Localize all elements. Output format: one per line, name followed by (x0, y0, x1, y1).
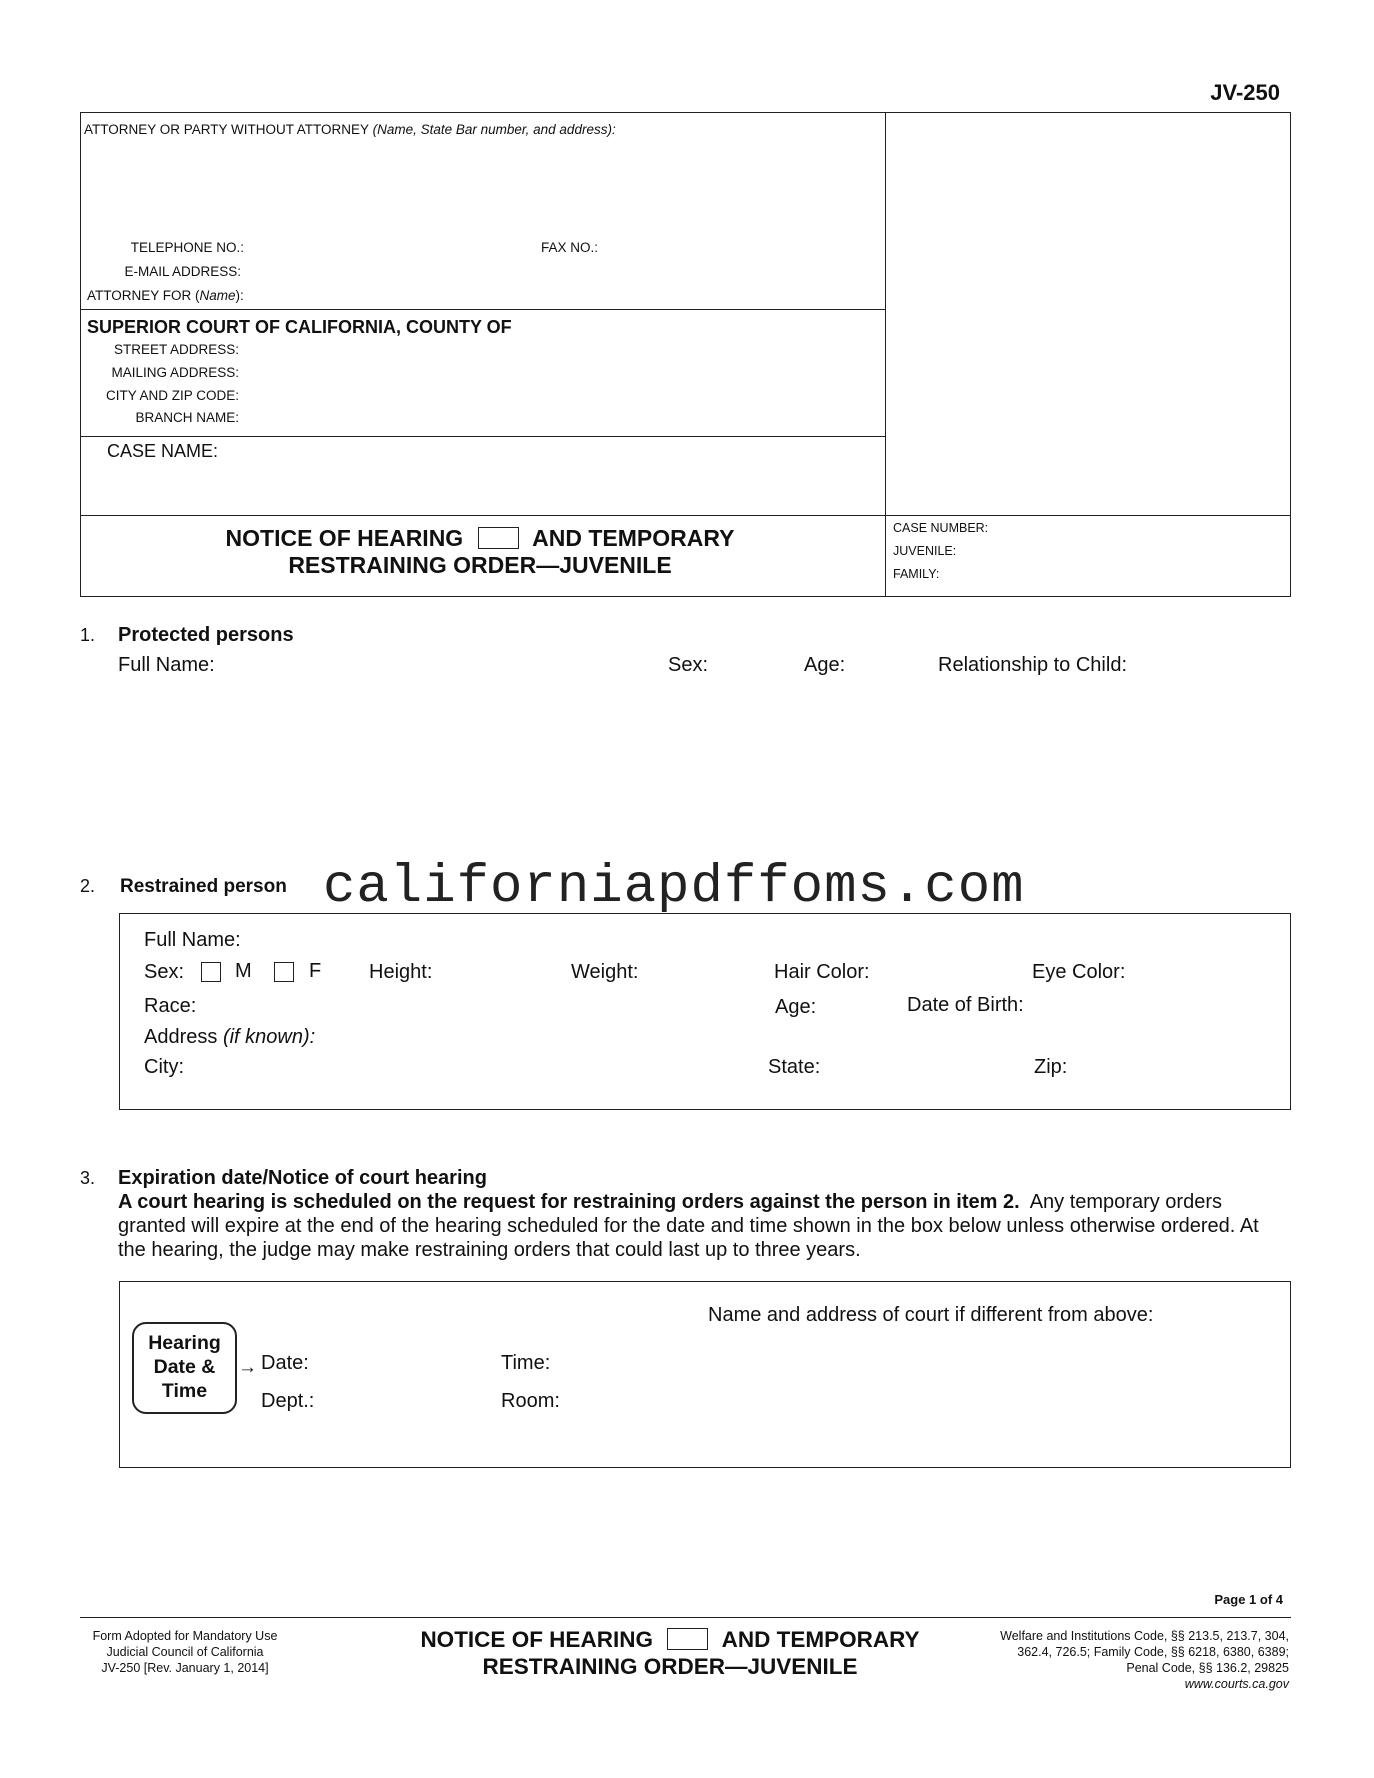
mailing-label: MAILING ADDRESS: (111, 365, 239, 380)
footer-right: Welfare and Institutions Code, §§ 213.5, 213.7, 304, 362.4, 726.5; Family Code, §§ 6218, 6380, 6389; Penal Code, §§ 136.2, 29825 www.courts.ca.gov (920, 1628, 1289, 1692)
sex-f-checkbox[interactable] (274, 962, 294, 982)
footer-title-checkbox (667, 1628, 708, 1650)
telephone-label: TELEPHONE NO.: (130, 240, 244, 255)
juvenile-label: JUVENILE: (893, 544, 957, 558)
col-sex: Sex: (668, 654, 709, 676)
section3-number: 3. (80, 1168, 96, 1188)
attorney-for-label: ATTORNEY FOR (Name): (87, 288, 244, 303)
case-name-label: CASE NAME: (107, 441, 219, 461)
city-label: City: (144, 1056, 184, 1078)
section3-line1: A court hearing is scheduled on the request for restraining orders against the person in item 2. Any temporary orders (118, 1191, 1222, 1213)
sex-f-label: F (309, 960, 322, 982)
hearing-time-label: Time: (501, 1352, 551, 1374)
street-label: STREET ADDRESS: (113, 342, 239, 357)
title-checkbox[interactable] (478, 527, 519, 549)
hearing-date-time-badge: Hearing Date & Time (132, 1322, 237, 1414)
restrained-full-name: Full Name: (144, 929, 241, 951)
zip-label: Zip: (1034, 1056, 1068, 1078)
section3-line2: granted will expire at the end of the hearing scheduled for the date and time shown in the box below unless otherwise ordered. At (118, 1215, 1259, 1237)
eye-color-label: Eye Color: (1032, 961, 1126, 983)
attorney-label: ATTORNEY OR PARTY WITHOUT ATTORNEY (Name, State Bar number, and address): (84, 122, 616, 137)
fax-label: FAX NO.: (541, 240, 599, 255)
hearing-room-label: Room: (501, 1390, 560, 1412)
court-title: SUPERIOR COURT OF CALIFORNIA, COUNTY OF (87, 317, 512, 337)
section1-number: 1. (80, 625, 96, 645)
section2-number: 2. (80, 876, 96, 896)
restrained-age-label: Age: (775, 996, 817, 1018)
height-label: Height: (369, 961, 433, 983)
restrained-person-box (119, 913, 1291, 1110)
watermark: californiapdffoms.com (323, 857, 1025, 918)
arrow-right-icon: → (238, 1357, 257, 1378)
city-zip-label: CITY AND ZIP CODE: (105, 388, 239, 403)
dob-label: Date of Birth: (907, 994, 1024, 1016)
col-full-name: Full Name: (118, 654, 215, 676)
hearing-date-label: Date: (261, 1352, 309, 1374)
race-label: Race: (144, 995, 197, 1017)
section2-title: Restrained person (120, 876, 287, 897)
weight-label: Weight: (571, 961, 639, 983)
form-id: JV-250 (1210, 80, 1280, 105)
address-label: Address (if known): (144, 1026, 316, 1048)
case-number-label: CASE NUMBER: (893, 521, 989, 535)
col-relationship: Relationship to Child: (938, 654, 1127, 676)
section1-title: Protected persons (118, 624, 294, 646)
state-label: State: (768, 1056, 821, 1078)
restrained-sex-label: Sex: (144, 961, 185, 983)
hair-color-label: Hair Color: (774, 961, 870, 983)
caption-divider (885, 112, 886, 597)
branch-label: BRANCH NAME: (135, 410, 239, 425)
section3-title: Expiration date/Notice of court hearing (118, 1167, 487, 1189)
page-number: Page 1 of 4 (1214, 1592, 1283, 1607)
court-address-label: Name and address of court if different from above: (708, 1304, 1154, 1326)
hearing-dept-label: Dept.: (261, 1390, 315, 1412)
form-title: NOTICE OF HEARING AND TEMPORARY RESTRAINING ORDER—JUVENILE (225, 525, 735, 578)
footer-title: NOTICE OF HEARING AND TEMPORARY RESTRAINING ORDER—JUVENILE (420, 1627, 920, 1679)
email-label: E-MAIL ADDRESS: (124, 264, 241, 279)
section3-line3: the hearing, the judge may make restraining orders that could last up to three years. (118, 1239, 861, 1261)
sex-m-checkbox[interactable] (201, 962, 221, 982)
family-label: FAMILY: (893, 567, 940, 581)
footer-left: Form Adopted for Mandatory Use Judicial Council of California JV-250 [Rev. January 1, 2014] (92, 1629, 278, 1675)
sex-m-label: M (235, 960, 252, 982)
col-age: Age: (804, 654, 846, 676)
website-link[interactable]: www.courts.ca.gov (1184, 1677, 1289, 1691)
